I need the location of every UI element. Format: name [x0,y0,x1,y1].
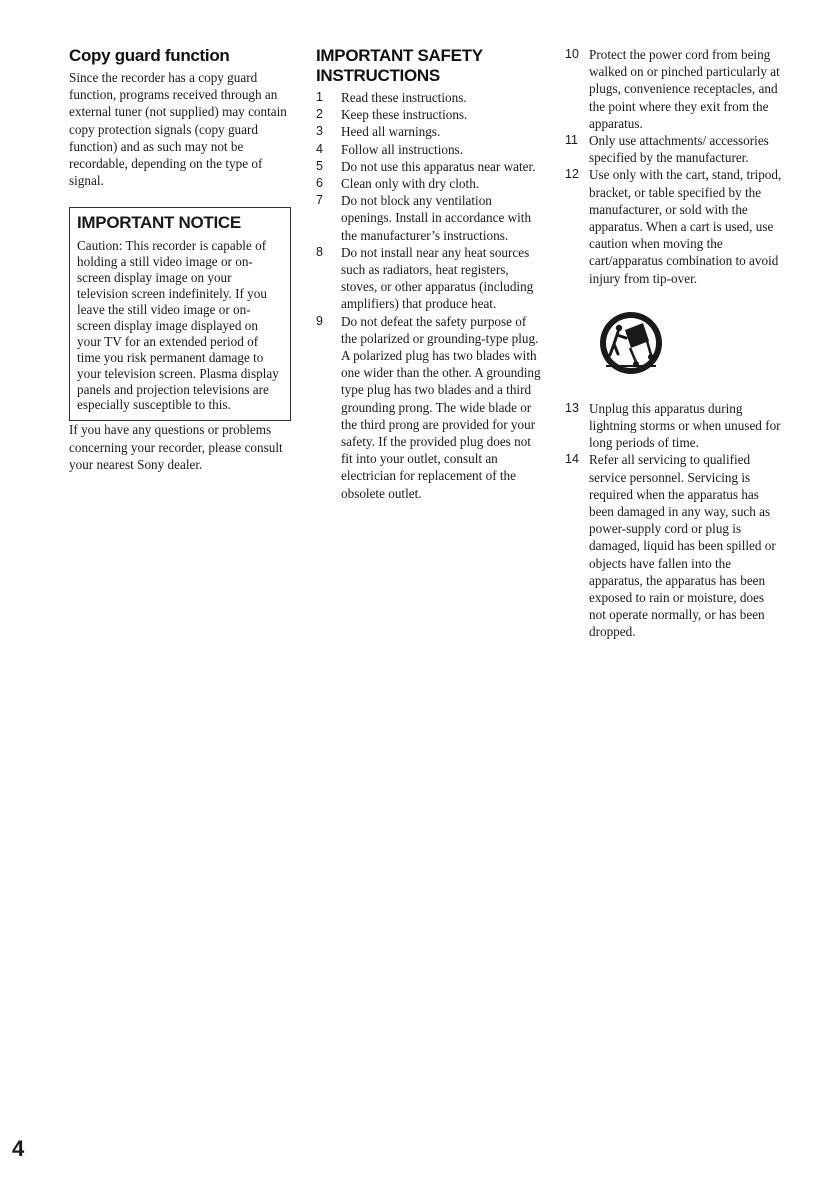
item-number: 8 [316,244,323,259]
list-item [316,313,544,502]
item-text: Heed all warnings. [341,124,441,140]
item-number: 11 [565,133,578,148]
copy-guard-text: Since the recorder has a copy guard function, programs received through an external tuner (not supplied) may contain copy protection signals (copy guard function) and as such may not be recordable, depending on the type of signal. [69,70,287,189]
safety-list-part2 [565,46,783,287]
list-item [565,46,783,132]
list-item [565,400,783,452]
item-number: 10 [565,47,579,61]
item-text: Clean only with dry cloth. [341,176,480,192]
cart-tip-over-warning-icon [597,309,665,377]
item-number: 4 [316,141,323,156]
item-number: 14 [565,452,579,467]
list-item [565,132,783,166]
list-item [316,244,544,313]
item-text: Use only with the cart, stand, tripod, bracket, or table specified by the manufacturer, or sold with the apparatus. When a cart is used, use caution when moving the cart/apparatus combination to avoid injury from tip-over. [589,167,782,286]
list-item [316,158,544,175]
column-right [565,46,783,641]
important-notice-box [69,207,291,421]
item-text: Keep these instructions. [341,107,468,123]
item-text: Do not use this apparatus near water. [341,158,536,174]
item-text: Unplug this apparatus during lightning storms or when unused for long periods of time. [589,400,781,451]
copy-guard-heading: Copy guard function [69,46,230,65]
questions-text: If you have any questions or problems concerning your recorder, please consult your nearest Sony dealer. [69,422,283,472]
item-number: 6 [316,176,323,191]
item-number: 1 [316,90,323,104]
item-text: Refer all servicing to qualified service personnel. Servicing is required when the apparatus has been damaged in any way, such as power-supply cord or plug is damaged, liquid has been spilled or objects have fallen into the apparatus, the apparatus has been exposed to rain or moisture, does not operate normally, or has been dropped. [589,452,776,640]
page-number: 4 [12,1136,25,1161]
list-item [316,89,544,106]
safety-heading-line1: IMPORTANT SAFETY [316,46,483,65]
important-notice-heading: IMPORTANT NOTICE [77,213,241,233]
item-text: Do not install near any heat sources such as radiators, heat registers, stoves, or other apparatus (including amplifiers) that produce heat. [341,244,534,312]
list-item [316,141,544,158]
safety-list-part1 [316,89,544,502]
list-item [316,106,544,123]
item-text: Read these instructions. [341,90,467,105]
item-text: Only use attachments/ accessories specified by the manufacturer. [589,133,769,166]
important-notice-text: Caution: This recorder is capable of holding a still video image or on-screen display image on your television screen indefinitely. If you leave the still video image or on-screen display image displayed on your TV for an extended period of time you risk permanent damage to your television screen. Plasma display panels and projection televisions are especially susceptible to this. [77,238,279,413]
item-number: 3 [316,124,323,139]
item-text: Do not defeat the safety purpose of the polarized or grounding-type plug. A polarized plug has two blades with one wider than the other. A grounding type plug has two blades and a third grounding prong. The wide blade or the third prong are provided for your safety. If the provided plug does not fit into your outlet, consult an electrician for replacement of the obsolete outlet. [341,313,541,501]
column-middle [316,46,544,502]
list-item [316,123,544,140]
item-number: 5 [316,158,323,173]
safety-list-part3 [565,400,783,641]
column-left [69,46,293,473]
list-item [565,166,783,286]
list-item [316,192,544,244]
item-number: 13 [565,400,579,415]
item-number: 12 [565,167,579,182]
item-number: 2 [316,107,323,122]
list-item [565,451,783,640]
list-item [316,175,544,192]
item-text: Follow all instructions. [341,141,463,157]
item-number: 9 [316,313,323,328]
item-text: Protect the power cord from being walked on or pinched particularly at plugs, convenience receptacles, and the point where they exit from the apparatus. [589,47,780,131]
item-text: Do not block any ventilation openings. Install in accordance with the manufacturer’s instructions. [341,193,532,243]
safety-heading [316,46,544,86]
item-number: 7 [316,193,323,208]
safety-heading-line2: INSTRUCTIONS [316,66,440,85]
